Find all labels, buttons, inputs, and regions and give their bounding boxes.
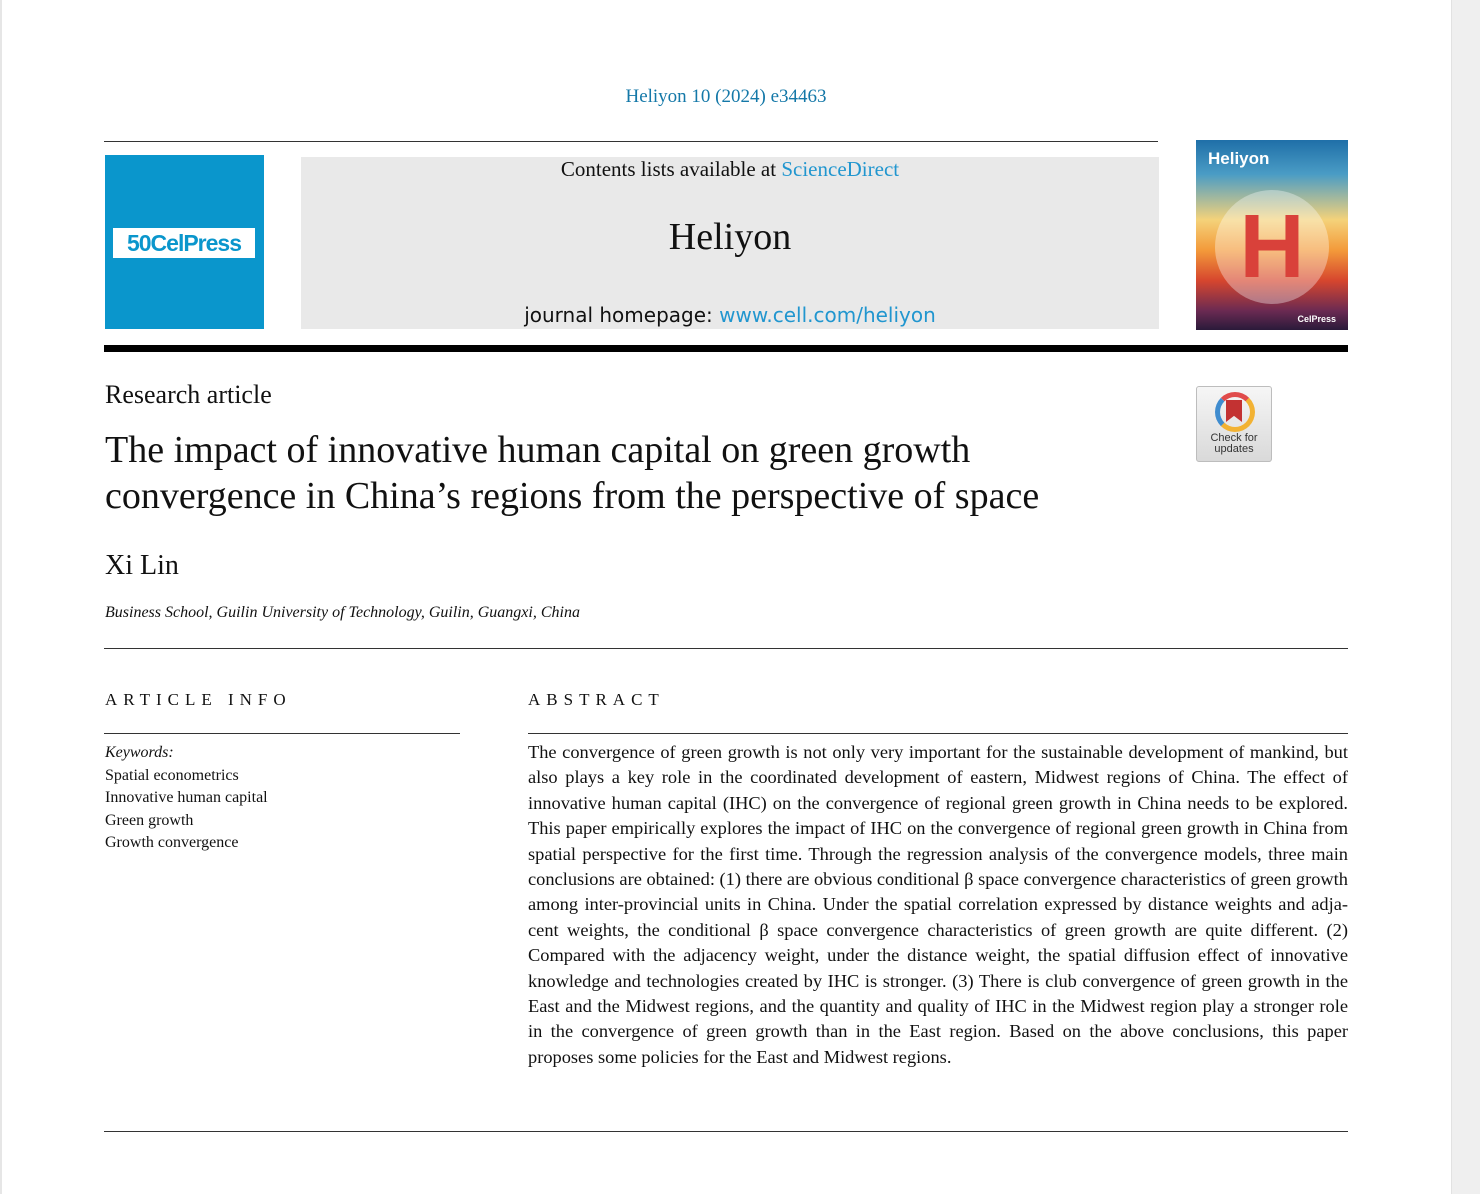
journal-cover-image[interactable]: [1196, 140, 1348, 330]
journal-homepage-line: [301, 303, 1159, 327]
cellpress-badge: [113, 228, 255, 258]
article-info-rule: [104, 733, 460, 734]
keywords-label: Keywords:: [105, 744, 174, 761]
check-for-updates-button[interactable]: [1196, 386, 1272, 462]
cellpress-logo[interactable]: [105, 155, 264, 329]
abstract-rule: [528, 733, 1348, 734]
article-info-heading: ARTICLE INFO: [105, 690, 292, 709]
header-rule: [104, 141, 1158, 142]
journal-name: Heliyon: [668, 216, 792, 258]
keyword-item: Spatial econometrics: [105, 766, 239, 784]
page-left-edge: [0, 0, 2, 1194]
journal-header-box: [301, 157, 1159, 329]
vertical-scrollbar[interactable]: [1451, 0, 1480, 1194]
keyword-item: Green growth: [105, 811, 194, 829]
abstract-heading: ABSTRACT: [528, 690, 665, 709]
cover-title: Heliyon: [1208, 149, 1270, 168]
cover-letter: H: [1239, 197, 1305, 297]
abstract-bottom-rule: [104, 1131, 1348, 1132]
sciencedirect-link[interactable]: ScienceDirect: [781, 157, 900, 181]
keyword-item: Growth convergence: [105, 834, 239, 852]
article-title: The impact of innovative human capital on green growth convergence in China’s regions from the perspective of space: [105, 429, 1040, 517]
affiliation-rule: [104, 648, 1348, 649]
check-updates-label: [1197, 433, 1271, 455]
journal-homepage-link[interactable]: www.cell.com/heliyon: [719, 303, 936, 327]
check-updates-line1: Check for: [1210, 432, 1258, 444]
article-type: Research article: [105, 380, 272, 409]
homepage-prefix: journal homepage:: [524, 303, 720, 327]
citation-link[interactable]: Heliyon 10 (2024) e34463: [625, 86, 827, 107]
cover-brand: CelPress: [1297, 314, 1336, 324]
contents-prefix: Contents lists available at: [560, 157, 782, 181]
contents-line: [301, 157, 1159, 182]
thick-divider: [104, 345, 1348, 352]
keyword-item: Innovative human capital: [105, 789, 268, 807]
abstract-text: The convergence of green growth is not only very important for the sustainable development of mankind, but also plays a key role in the coordinated development of eastern, Midwest regions of China. The effect of innovative human capital (IHC) on the convergence of regional green growth in China needs to be explored. This paper empirically explores the impact of IHC on the convergence of regional green growth in China from spatial perspective for the first time. Through the regression analysis of the convergence models, three main conclusions are obtained: (1) there are obvious conditional β space convergence characteristics of green growth among inter-provincial units in China. Under the spatial correlation expressed by distance weights and adja-cent weights, the conditional β space convergence characteristics of green growth are quite different. (2) Compared with the adjacency weight, under the distance weight, the spatial diffusion effect of innovative knowledge and technologies created by IHC is stronger. (3) There is club convergence of green growth in the East and the Midwest regions, and the quantity and quality of IHC in the Midwest region play a stronger role in the convergence of green growth than in the East region. Based on the above conclusions, this paper proposes some policies for the East and Midwest regions.: [528, 742, 1348, 1067]
check-updates-line2: updates: [1214, 443, 1254, 455]
cellpress-logo-text: 50CelPress: [126, 229, 242, 256]
author-name[interactable]: Xi Lin: [105, 550, 179, 581]
keywords-list: [105, 742, 268, 855]
author-affiliation: Business School, Guilin University of Technology, Guilin, Guangxi, China: [105, 604, 580, 621]
